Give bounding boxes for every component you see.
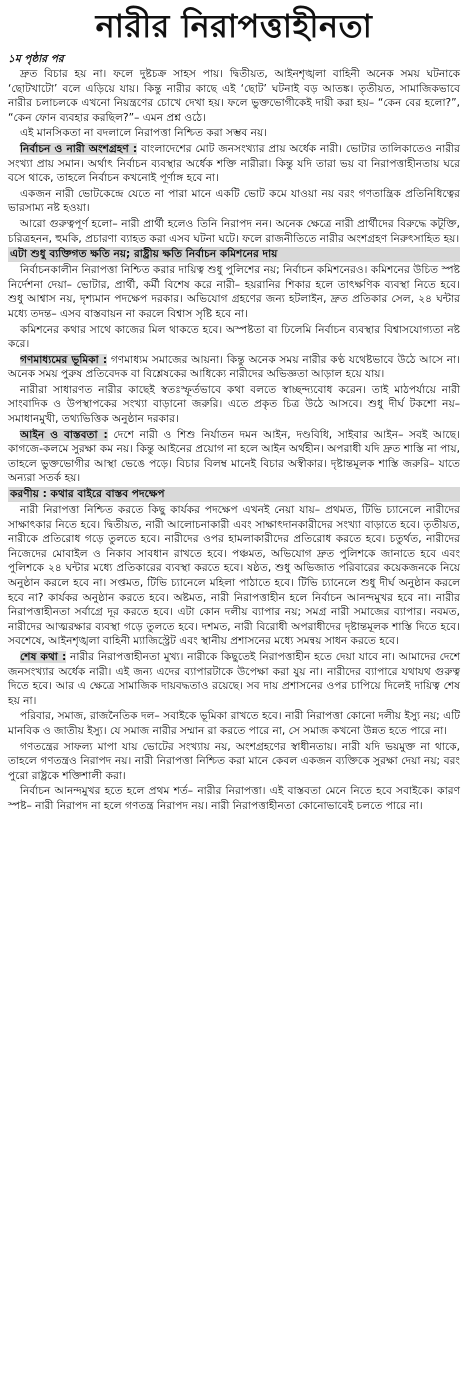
law-paragraph-1 (8, 428, 460, 486)
commission-paragraph-2: কমিশনের কথার সাথে কাজের মিল থাকতে হবে। অস্পষ্টতা বা ঢিলেমি নির্বাচন ব্যবস্থার বিশ্বাসযোগ্যতা নষ্ট করে। (8, 323, 460, 351)
election-section-heading: নির্বাচন ও নারী অংশগ্রহণ : (20, 142, 138, 155)
final-paragraph-1-text: নারীর নিরাপত্তাহীনতা মুখ্য। নারীকে কিছুতেই নিরাপত্তাহীন হতে দেয়া যাবে না। আমাদের দেশে জনসংখ্যার অর্ধেক নারী। এই জন্য এদের ব্যাপারটাকে উপেক্ষা করা যুয় না। নারীদের ব্যাপারে যথাযথ গুরুত্ব দিতে হবে। আর এ ক্ষেত্রে সামাজিক দায়বদ্ধতাও রয়েছে। সব দায় প্রশাসনের ওপর চাপিয়ে দিলেই দায়িত্ব শেষ হয় না। (8, 650, 460, 707)
commission-paragraph-1: নির্বাচনকালীন নিরাপত্তা নিশ্চিত করার দায়িত্ব শুধু পুলিশের নয়; নির্বাচন কমিশনেরও। কমিশনের উচিত স্পষ্ট নির্দেশনা দেয়া– ভোটার, প্রার্থী, কর্মী বিশেষ করে নারী– হয়রানির শিকার হলে তাৎক্ষণিক ব্যবস্থা নিতে হবে। শুধু আশ্বাস নয়, দৃশ্যমান পদক্ষেপ দরকার। অভিযোগ গ্রহণের জন্য হটলাইন, দ্রুত প্রতিকার সেল, ২৪ ঘন্টার মধ্যে তদন্ত– এসব বাস্তবায়ন না করলে বিশ্বাস সৃষ্টি হবে না। (8, 264, 460, 320)
final-paragraph-4: নির্বাচন আনন্দমুখর হতে হলে প্রথম শর্ত– নারীর নিরাপত্তা। এই বাস্তবতা মেনে নিতে হবে সবাইকে। কারণ স্পষ্ট– নারী নিরাপদ না হলে গণতন্ত্র নিরাপদ নয়। নারী নিরাপত্তাহীনতা কোনোভাবেই চলতে পারে না। (8, 785, 460, 812)
media-paragraph-1 (8, 353, 460, 382)
election-paragraph-3: আরো গুরুত্বপূর্ণ হলো– নারী প্রার্থী হলেও তিনি নিরাপদ নন। অনেক ক্ষেত্রে নারী প্রার্থীদের বিরুদ্ধে কটূক্তি, চরিত্রহনন, হুমকি, প্রচারণা ব্যাহত করা এসব ঘটনা ঘটে। ফলে রাজনীতিতে নারীর অংশগ্রহণ নিরুৎসাহিত হয়। (8, 217, 460, 245)
final-paragraph-2: পরিবার, সমাজ, রাজনৈতিক দল– সবাইকে ভূমিকা রাখতে হবে। নারী নিরাপত্তা কোনো দলীয় ইস্যু নয়; এটি মানবিক ও জাতীয় ইস্যু। যে সমাজ নারীর সম্মান রা করতে পারে না, সে সমাজ কখনো উন্নত হতে পারে না। (8, 710, 460, 737)
election-paragraph-1 (8, 142, 460, 186)
state-loss-banner: এটা শুধু ব্যক্তিগত ক্ষতি নয়; রাষ্ট্রীয় ক্ষতি নির্বাচন কমিশনের দায় (8, 247, 460, 262)
law-paragraph-1-text: দেশে নারী ও শিশু নির্যাতন দমন আইন, দণ্ডবিধি, সাইবার আইন– সবই আছে। কাগজে-কলমে সুরক্ষা কম নয়। কিন্তু আইনের প্রয়োগ না হলে আইন অর্থহীন। অপরাধী যদি দ্রুত শাস্তি না পায়, তাহলে ভুক্তভোগীর আস্থা ভেঙে পড়ে। বিচার বিলম্ব মানেই বিচার অস্বীকার। দৃষ্টান্তমূলক শাস্তি জরুরি– যাতে অন্যরা সতর্ক হয়। (8, 428, 461, 485)
law-section-heading: আইন ও বাস্তবতা : (20, 428, 108, 441)
election-paragraph-1-text: বাংলাদেশের মোট জনসংখ্যার প্রায় অর্ধেক নারী। ভোটার তালিকাতেও নারীর সংখ্যা প্রায় সমান। অর্থাৎ নির্বাচন ব্যবস্থার অর্ধেক শক্তি নারীরা। কিন্তু যদি তারা ভয় বা নিরাপত্তাহীনতায় ঘরে বসে থাকে, তাহলে নির্বাচন কখনোই পূর্ণাঙ্গ হবে না। (8, 142, 460, 185)
election-paragraph-2: একজন নারী ভোটকেন্দ্রে যেতে না পারা মানে একটি ভোট কমে যাওয়া নয় বরং গণতান্ত্রিক প্রতিনিধিত্বের ভারসাম্য নষ্ট হওয়া। (8, 187, 460, 215)
final-section-heading: শেষ কথা : (20, 650, 67, 663)
final-paragraph-1 (8, 650, 460, 708)
article-headline: নারীর নিরাপত্তাহীনতা (95, 7, 373, 45)
intro-paragraph-2: এই মানসিকতা না বদলালে নিরাপত্তা নিশ্চিত করা সম্ভব নয়। (20, 127, 267, 140)
intro-paragraph-1: দ্রুত বিচার হয় না। ফলে দুষ্টচক্র সাহস পায়। দ্বিতীয়ত, আইনশৃঙ্খলা বাহিনী অনেক সময় ঘটনাকে ‘ছোটখাটো’ বলে এড়িয়ে যায়। কিন্তু নারীর কাছে এই ‘ছোট’ ঘটনাই বড় আতঙ্ক। তৃতীয়ত, সামাজিকভাবে নারীর চলাচলকে এখনো নিয়ন্ত্রণের চোখে দেখা হয়। ফলে ভুক্তভোগীকেই দায়ী করা হয়– “কেন বের হলো?”, “কেন ফোন ব্যবহার করছিল?”– এমন প্রশ্ন ওঠে। (8, 68, 460, 124)
media-paragraph-1-text: গণমাধ্যম সমাজের আয়না। কিন্তু অনেক সময় নারীর কণ্ঠ যথেষ্টভাবে উঠে আসে না। অনেক সময় পুরুষ প্রতিবেদক বা বিশ্লেষকের আধিক্যে নারীদের অভিজ্ঞতা আড়াল হয়ে যায়। (8, 353, 460, 381)
media-paragraph-2: নারীরা সাধারণত নারীর কাছেই স্বতঃস্ফূর্তভাবে কথা বলতে স্বাচ্ছন্দ্যবোধ করেন। তাই মাঠপর্যায়ে নারী সাংবাদিক ও উপস্থাপকের সংখ্যা বাড়ানো জরুরি। এতে প্রকৃত চিত্র উঠে আসবে। শুধু দীর্ঘ টকশো নয়– সমাধানমুখী, তথ্যভিত্তিক অনুষ্ঠান দরকার। (8, 383, 460, 426)
continued-label: ১ম পৃষ্ঠার পর (8, 53, 64, 65)
action-paragraph-1: নারী নিরাপত্তা নিশ্চিত করতে কিছু কার্যকর পদক্ষেপ এখনই নেয়া যায়– প্রথমত, টিভি চ্যানেলে নারীদের সাক্ষাৎকার নিতে হবে। দ্বিতীয়ত, নারী আলোচনাকারী এবং সাক্ষাৎদানকারীদের সংখ্যা বাড়াতে হবে। তৃতীয়ত, নারীকে প্রতিরোধ গড়ে তুলতে হবে। নারীদের ওপর হামলাকারীদের প্রতিরোধ করতে হবে। চতুর্থত, নারীদের নিজেদের মোবাইল ও নিকাব সাবধান রাখতে হবে। পঞ্চমত, অভিযোগ দ্রুত পুলিশকে জানাতে হবে এবং পুলিশকে ২৪ ঘন্টার মধ্যে প্রতিকারের ব্যবস্থা করতে হবে। ষষ্ঠত, শুধু অভিজাত পরিবারের কয়েকজনকে নিয়ে অনুষ্ঠান করলে হবে না। সপ্তমত, টিভি চ্যানেলে মহিলা পাঠাতে হবে। টিভি চ্যানেলে শুধু দীর্ঘ অনুষ্ঠান করলে হবে না? কার্যকর অনুষ্ঠান করতে হবে। অষ্টমত, নারী নিরাপত্তাহীন হলে নির্বাচন আনন্দমুখর হবে না। নারীর নিরাপত্তাহীনতা সর্বাগ্রে দূর করতে হবে। এটা কোন দলীয় ব্যাপার নয়; সমগ্র নারী সমাজের ব্যাপার। নবমত, নারীদের আত্মরক্ষার ব্যবস্থা গড়ে তুলতে হবে। দশমত, নারী বিরোধী অপরাধীদের দৃষ্টান্তমূলক শাস্তি দিতে হবে। সবশেষে, আইনশৃঙ্খলা বাহিনী ম্যাজিস্ট্রেট এবং স্থানীয় প্রশাসনের মধ্যে সমন্বয় সাধন করতে হবে। (8, 504, 460, 648)
media-section-heading: গণমাধ্যমের ভূমিকা : (20, 353, 108, 366)
action-section-heading: করণীয় : কথার বাইরে বাস্তব পদক্ষেপ (8, 487, 460, 502)
final-paragraph-3: গণতন্ত্রের সাফল্য মাপা যায় ভোটের সংখ্যায় নয়, অংশগ্রহণের স্বাধীনতায়। নারী যদি ভয়মুক্ত না থাকে, তাহলে গণতন্ত্রও নিরাপদ নয়। নারী নিরাপত্তা নিশ্চিত করা মানে কেবল একজন ব্যক্তিকে সুরক্ষা দেয়া নয়; বরং পুরো রাষ্ট্রকে শক্তিশালী করা। (8, 740, 460, 782)
